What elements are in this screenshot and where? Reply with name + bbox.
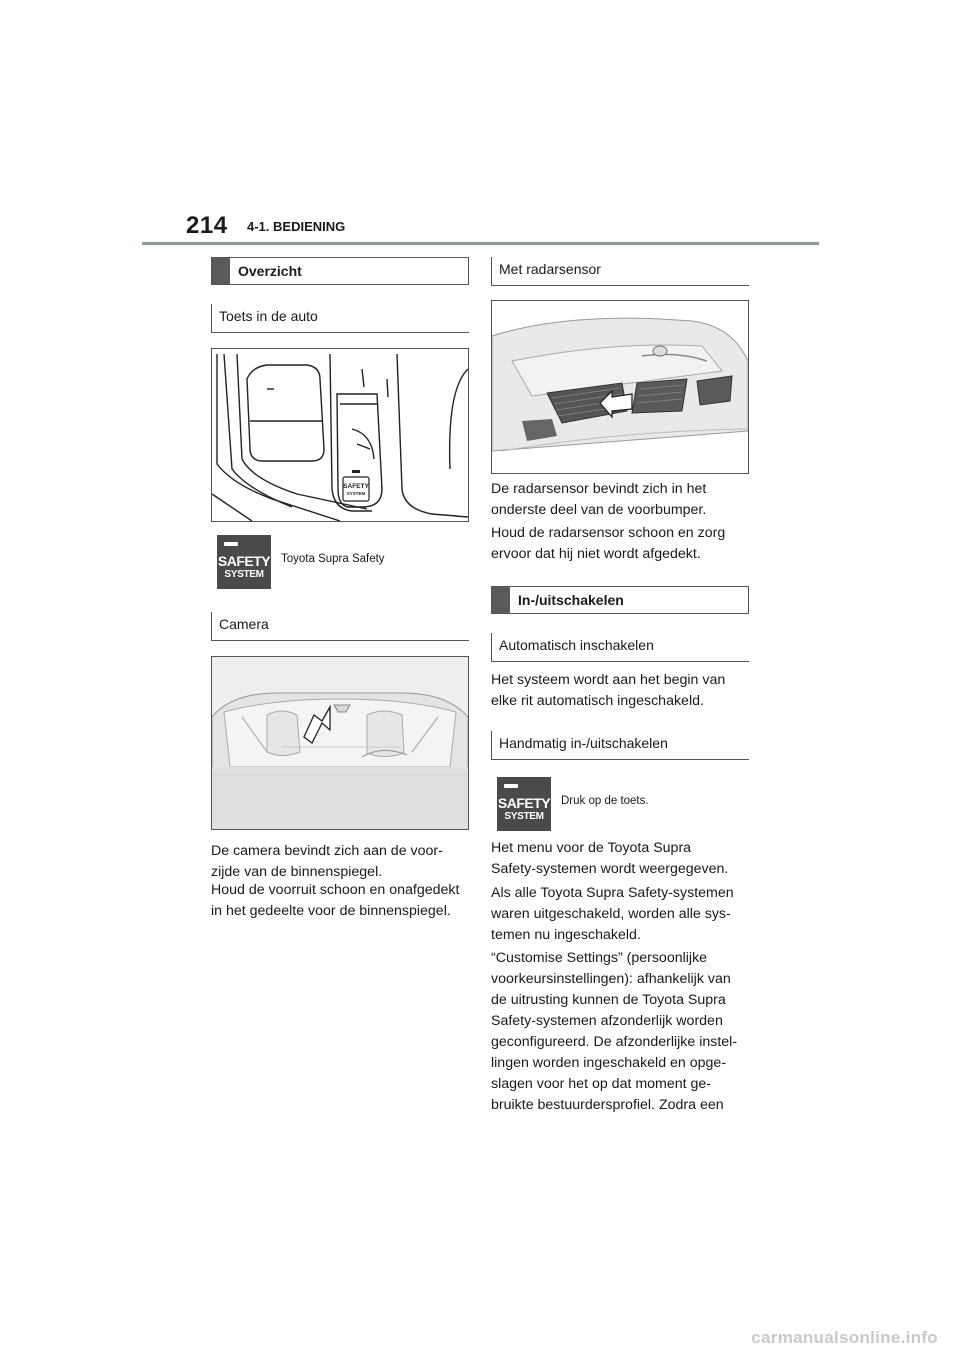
indicator-led: [504, 784, 518, 788]
button-instruction: Druk op de toets.: [561, 795, 649, 807]
text-line: slagen voor het op dat moment ge-: [491, 1076, 712, 1092]
text-line: De camera bevindt zich aan de voor-: [211, 843, 443, 859]
text-line: Het menu voor de Toyota Supra: [491, 840, 692, 856]
text-line: Houd de voorruit schoon en onafgedekt: [211, 882, 460, 898]
text-line: De radarsensor bevindt zich in het: [491, 481, 707, 497]
text-line: voorkeursinstellingen): afhankelijk van: [491, 971, 731, 987]
console-badge-line2: SYSTEM: [346, 491, 366, 496]
text-line: elke rit automatisch ingeschakeld.: [491, 693, 704, 709]
text-line: Als alle Toyota Supra Safety-systemen: [491, 885, 734, 901]
badge-line1: SAFETY: [497, 795, 551, 811]
indicator-led: [224, 542, 238, 546]
paragraph-customise: [491, 948, 753, 1116]
badge-line2: SYSTEM: [224, 569, 264, 580]
paragraph-menu: [491, 838, 753, 880]
figure-console-button: [211, 348, 469, 522]
section-marker: [492, 587, 510, 613]
subheading-toets: Toets in de auto: [211, 304, 469, 333]
subheading-handmatig: Handmatig in-/uitschakelen: [491, 731, 749, 760]
text-line: Safety-systemen afzonderlijk worden: [491, 1013, 723, 1029]
chapter-title: 4-1. BEDIENING: [247, 219, 346, 234]
section-heading-text: In-/uitschakelen: [518, 592, 624, 608]
paragraph-camera-location: [211, 841, 473, 883]
watermark: carmanualsonline.info: [751, 1328, 938, 1347]
text-line: zijde van de binnenspiegel.: [211, 864, 383, 880]
section-heading-inuit: [491, 586, 749, 614]
text-line: bruikte bestuurdersprofiel. Zodra een: [491, 1097, 724, 1113]
figure-radar-bumper: [491, 300, 749, 474]
text-line: ervoor dat hij niet wordt afgedekt.: [491, 546, 701, 562]
safety-system-button-icon: [217, 535, 271, 589]
figure-camera: [211, 656, 469, 830]
text-line: de uitrusting kunnen de Toyota Supra: [491, 992, 726, 1008]
header-divider: [142, 242, 819, 245]
paragraph-camera-clean: [211, 880, 473, 922]
page-number: 214: [186, 212, 228, 239]
text-line: geconfigureerd. De afzonderlijke instel-: [491, 1034, 738, 1050]
subheading-camera: Camera: [211, 612, 469, 641]
text-line: lingen worden ingeschakeld en opge-: [491, 1055, 727, 1071]
text-line: temen nu ingeschakeld.: [491, 927, 641, 943]
badge-line2: SYSTEM: [504, 811, 544, 822]
button-caption: Toyota Supra Safety: [281, 553, 385, 565]
text-line: waren uitgeschakeld, worden alle sys-: [491, 906, 731, 922]
paragraph-radar-clean: [491, 523, 753, 565]
text-line: “Customise Settings” (persoonlijke: [491, 950, 708, 966]
text-line: onderste deel van de voorbumper.: [491, 502, 707, 518]
paragraph-radar-location: [491, 479, 753, 521]
text-line: in het gedeelte voor de binnenspiegel.: [211, 903, 451, 919]
section-heading-text: Overzicht: [238, 263, 302, 279]
console-badge-line1: SAFETY: [343, 483, 369, 490]
subheading-automatisch: Automatisch inschakelen: [491, 633, 749, 662]
text-line: Houd de radarsensor schoon en zorg: [491, 525, 726, 541]
paragraph-automatisch: [491, 670, 753, 712]
badge-line1: SAFETY: [217, 553, 271, 569]
safety-system-button-icon: [497, 777, 551, 831]
section-heading-overzicht: [211, 257, 469, 285]
section-marker: [212, 258, 230, 284]
text-line: Het systeem wordt aan het begin van: [491, 672, 726, 688]
subheading-radar: Met radarsensor: [491, 257, 749, 286]
text-line: Safety-systemen wordt weergegeven.: [491, 861, 729, 877]
paragraph-all-systems: [491, 883, 753, 946]
